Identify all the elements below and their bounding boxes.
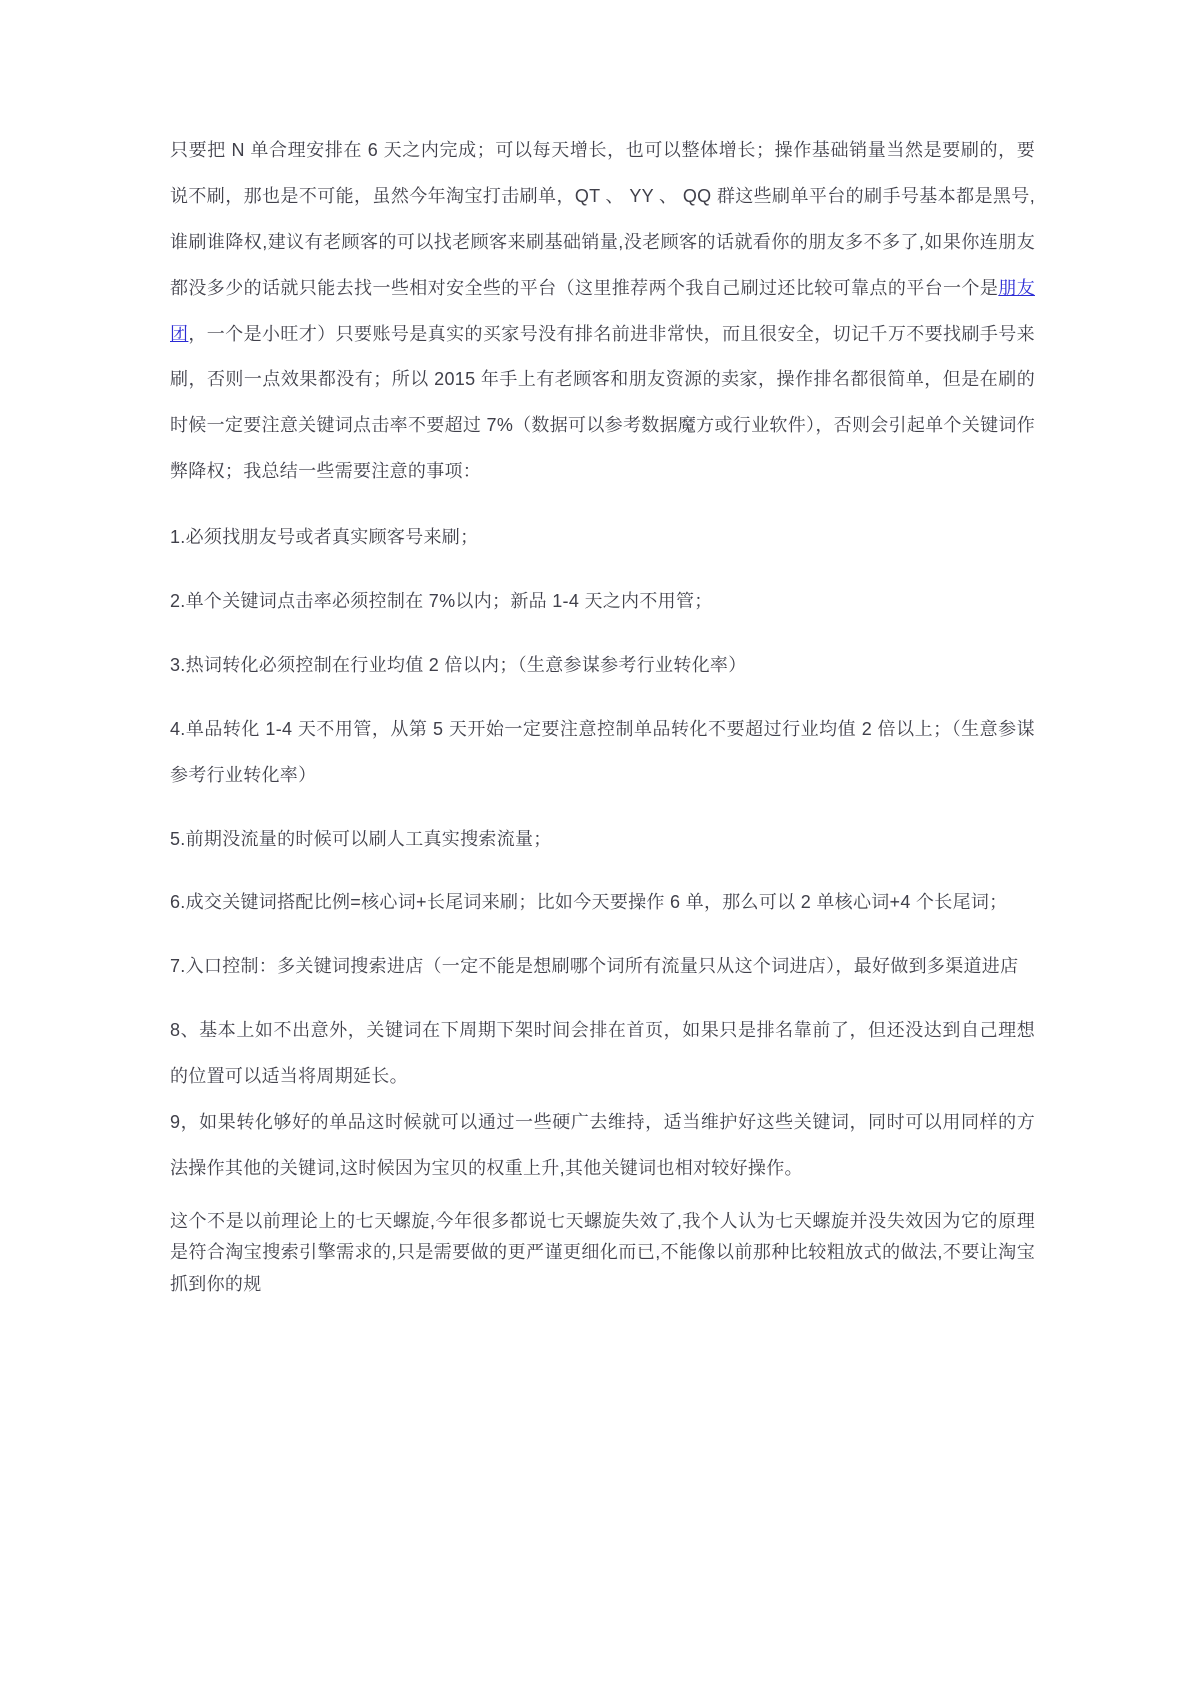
list-item-9: 9，如果转化够好的单品这时候就可以通过一些硬广去维持，适当维护好这些关键词，同时可以用同样的方法操作其他的关键词,这时候因为宝贝的权重上升,其他关键词也相对较好操作。 (170, 1112, 1035, 1178)
closing-paragraph: 这个不是以前理论上的七天螺旋,今年很多都说七天螺旋失效了,我个人认为七天螺旋并没失效因为它的原理是符合淘宝搜索引擎需求的,只是需要做的更严谨更细化而已,不能像以前那种比较粗放式的做法,不要让淘宝抓到你的规 (170, 1210, 1035, 1294)
intro-text-before-link: 只要把 N 单合理安排在 6 天之内完成；可以每天增长，也可以整体增长；操作基础销量当然是要刷的，要说不刷，那也是不可能，虽然今年淘宝打击刷单，QT 、 YY 、 QQ 群这些刷单平台的刷手号基本都是黑号,谁刷谁降权,建议有老顾客的可以找老顾客来刷基础销量,没老顾客的话就看你的朋友多不多了,如果你连朋友都没多少的话就只能去找一些相对安全些的平台（这里推荐两个我自己刷过还比较可靠点的平台一个是 (170, 140, 1035, 298)
list-item-5: 5.前期没流量的时候可以刷人工真实搜索流量； (170, 828, 552, 849)
list-item-3: 3.热词转化必须控制在行业均值 2 倍以内；（生意参谋参考行业转化率） (170, 654, 747, 675)
list-item-1: 1.必须找朋友号或者真实顾客号来刷； (170, 527, 479, 548)
list-item-6: 6.成交关键词搭配比例=核心词+长尾词来刷；比如今天要操作 6 单，那么可以 2 单核心词+4 个长尾词； (170, 892, 1008, 913)
intro-text-after-link: ，一个是小旺才）只要账号是真实的买家号没有排名前进非常快，而且很安全，切记千万不要找刷手号来刷，否则一点效果都没有；所以 2015 年手上有老顾客和朋友资源的卖家，操作排名都很简单，但是在刷的时候一定要注意关键词点击率不要超过 7%（数据可以参考数据魔方或行业软件），否则会引起单个关键词作弊降权；我总结一些需要注意的事项： (170, 323, 1035, 482)
intro-paragraph (170, 128, 1035, 495)
list-item-4: 4.单品转化 1-4 天不用管，从第 5 天开始一定要注意控制单品转化不要超过行业均值 2 倍以上；（生意参谋参考行业转化率） (170, 718, 1035, 785)
list-item-2: 2.单个关键词点击率必须控制在 7%以内；新品 1-4 天之内不用管； (170, 591, 713, 612)
list-item-7: 7.入口控制：多关键词搜索进店（一定不能是想刷哪个词所有流量只从这个词进店），最好做到多渠道进店 (170, 956, 1019, 977)
list-item-8: 8、基本上如不出意外，关键词在下周期下架时间会排在首页，如果只是排名靠前了，但还没达到自己理想的位置可以适当将周期延长。 (170, 1020, 1035, 1087)
pengyoutuan-link[interactable]: 朋友团 (170, 277, 1035, 344)
